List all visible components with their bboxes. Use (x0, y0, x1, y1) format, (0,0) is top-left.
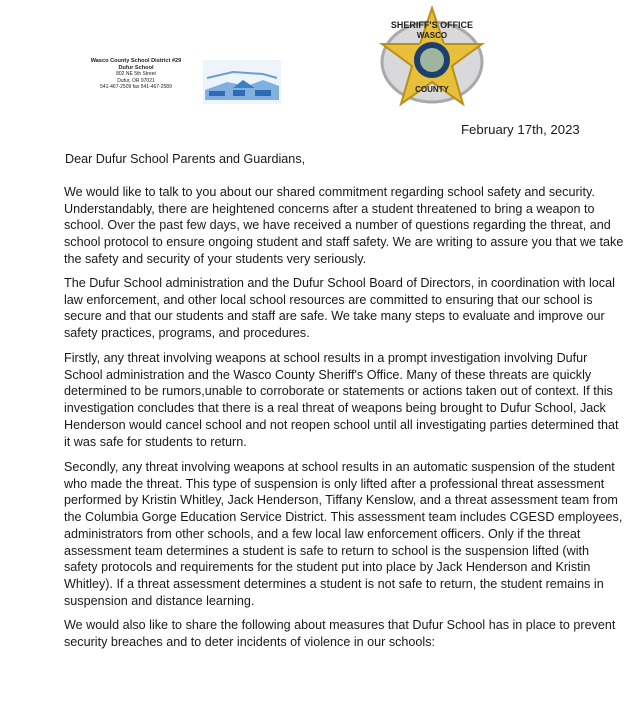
letter-date: February 17th, 2023 (461, 122, 580, 137)
address-line-2: Dufur, OR 97021 (117, 77, 155, 84)
badge-top-text: SHERIFF'S OFFICE (390, 20, 474, 30)
badge-bottom-text: COUNTY (415, 85, 449, 94)
paragraph-commitment: The Dufur School administration and the Dufur School Board of Directors, in coordination with local law enforcement, and other local school resources are committed to ensuring that our school is secure and that our students and staff are safe. We take many steps to evaluate and improve our safety practices, programs, and procedures. (64, 276, 615, 341)
badge-upper-text: WASCO (416, 31, 448, 40)
salutation: Dear Dufur School Parents and Guardians, (65, 152, 306, 166)
paragraph-secondly: Secondly, any threat involving weapons at school results in an automatic suspension of the student who made the threat. This type of suspension is only lifted after a professional threat assessment performed by Kristin Whitley, Jack Henderson, Tiffany Kenslow, and a threat assessment team from the Columbia Gorge Education Service District. This assessment team includes CGESD employees, administrators from other schools, and a few local law enforcement officers. Only if the threat assessment team determines a student is safe to return to school is the suspension lifted (with safety protocols and requirements for the student put into place by Jack Henderson and Kristin Whitley). If a threat assessment determines a student is not safe to return, the student remains in suspension and distance learning. (64, 460, 623, 608)
school-letterhead (84, 58, 188, 91)
address-line-1: 802 NE 5th Street (116, 71, 156, 78)
district-name: Wasco County School District #29 (90, 58, 182, 64)
paragraph-firstly: Firstly, any threat involving weapons at school results in a prompt investigation involving Dufur School administration and the Wasco County Sheriff's Office. Many of these threats are quickly determined to be rumors,unable to corroborate or statements or actions taken out of context. If this investigation concludes that there is a real threat of weapons being brought to Dufur School, Jack Henderson would cancel school and not reopen school until all investigating parties determined that it was safe for students to return. (64, 351, 619, 449)
paragraph-intro: We would like to talk to you about our shared commitment regarding school safety and security. Understandably, there are heightened concerns after a student threatened to bring a weapon to school. Over the past few days, we have received a number of questions regarding the threat, and school protocol to ensure ongoing student and staff safety. We are writing to assure you that we take the safety and security of your students very seriously. (64, 185, 624, 266)
phone-fax: 541-467-2509 fax 541-467-2589 (100, 84, 172, 91)
sheriff-badge-logo (368, 2, 496, 118)
school-name: Dufur School (118, 64, 154, 71)
school-building-image (203, 60, 281, 104)
paragraph-measures: We would also like to share the following about measures that Dufur School has in place to prevent security breaches and to deter incidents of violence in our schools: (64, 618, 616, 649)
